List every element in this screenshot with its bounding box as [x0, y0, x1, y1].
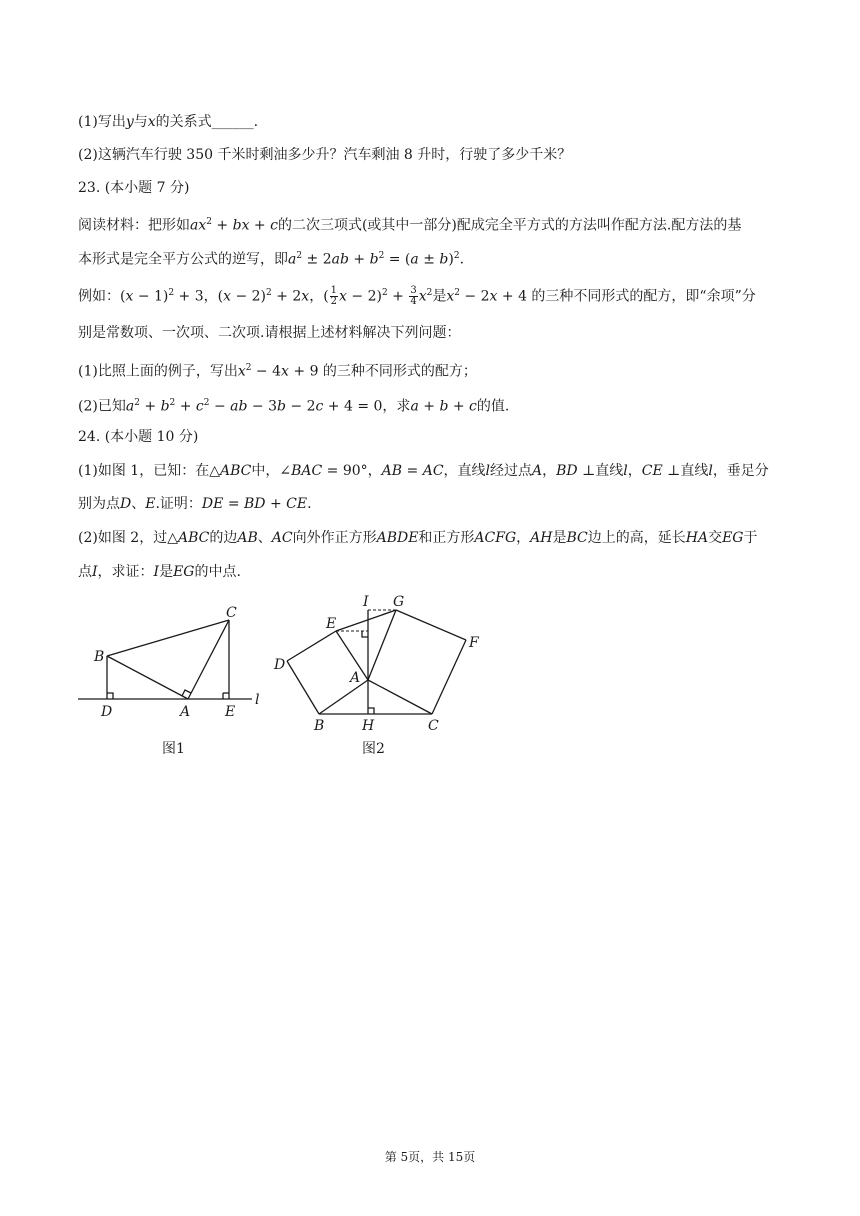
q24-heading: 24. (本小题 10 分) — [78, 429, 199, 445]
q22-part1: (1)写出y与x的关系式______. — [78, 114, 259, 130]
fig2-label-B: B — [314, 718, 325, 734]
fig1-label-A: A — [180, 704, 191, 720]
fig2-label-F: F — [469, 635, 479, 651]
fig1-label-l: l — [255, 692, 260, 708]
fig2-label-I: I — [363, 594, 369, 610]
q23-example-line1: 例如：$(x - 1)^2 + 3$，$(x - 2)^2 + 2x$，( $\frac{1}{2}$ x − 2)$^2$ + $\frac{3}{4}$ $x^2$是$x^2 - 2x + 4$ 的三种不同形式的配方，即“余项”分 — [78, 285, 756, 308]
figure-1 — [74, 602, 274, 722]
q22-part2: (2)这辆汽车行驶 350 千米时剩油多少升？汽车剩油 8 升时，行驶了多少千米？ — [78, 147, 572, 163]
fig2-label-H: H — [362, 718, 375, 734]
q23-part2: (2)已知$a^2 + b^2 + c^2$ − ab − 3b − 2c + 4 = 0，求a + b + c的值. — [78, 398, 510, 415]
q24-part1-line1: (1)如图 1，已知：在△ABC中，∠BAC = 90°，AB = AC，直线l经过点A，BD ⊥直线l，CE ⊥直线l，垂足分 — [78, 463, 769, 479]
q23-example-line2: 别是常数项、一次项、二次项.请根据上述材料解决下列问题： — [78, 325, 461, 341]
fig2-label-E: E — [326, 616, 337, 632]
page-footer: 第 5页，共 15页 — [384, 1150, 476, 1164]
q24-part1-line2: 别为点D、E.证明：DE = BD + CE. — [78, 496, 312, 512]
fig1-label-D: D — [101, 704, 113, 720]
q23-part1: (1)比照上面的例子，写出$x^2 - 4x + 9$ 的三种不同形式的配方； — [78, 363, 477, 380]
fig2-caption: 图2 — [362, 741, 385, 757]
fig1-label-B: B — [94, 649, 105, 665]
figure-2 — [270, 590, 490, 735]
fig1-caption: 图1 — [162, 741, 185, 757]
fig2-label-A: A — [350, 670, 361, 686]
q23-heading: 23. (本小题 7 分) — [78, 180, 190, 196]
fig2-label-C: C — [428, 718, 439, 734]
fig2-label-D: D — [274, 657, 286, 673]
q23-reading-line1: 阅读材料：把形如$ax^2$ + bx + c的二次三项式(或其中一部分)配成完全平方式的方法叫作配方法.配方法的基 — [78, 217, 742, 234]
fig1-label-C: C — [226, 605, 237, 621]
q23-reading-line2: 本形式是完全平方公式的逆写，即$a^2 \pm 2ab + b^2 = (a \pm b)^2$. — [78, 251, 465, 268]
q24-part2-line1: (2)如图 2，过△ABC的边AB、AC向外作正方形ABDE和正方形ACFG，AH是BC边上的高，延长HA交EG于 — [78, 530, 758, 546]
fig2-label-G: G — [393, 594, 405, 610]
q24-part2-line2: 点I，求证：I是EG的中点. — [78, 564, 241, 580]
fig1-label-E: E — [225, 704, 236, 720]
